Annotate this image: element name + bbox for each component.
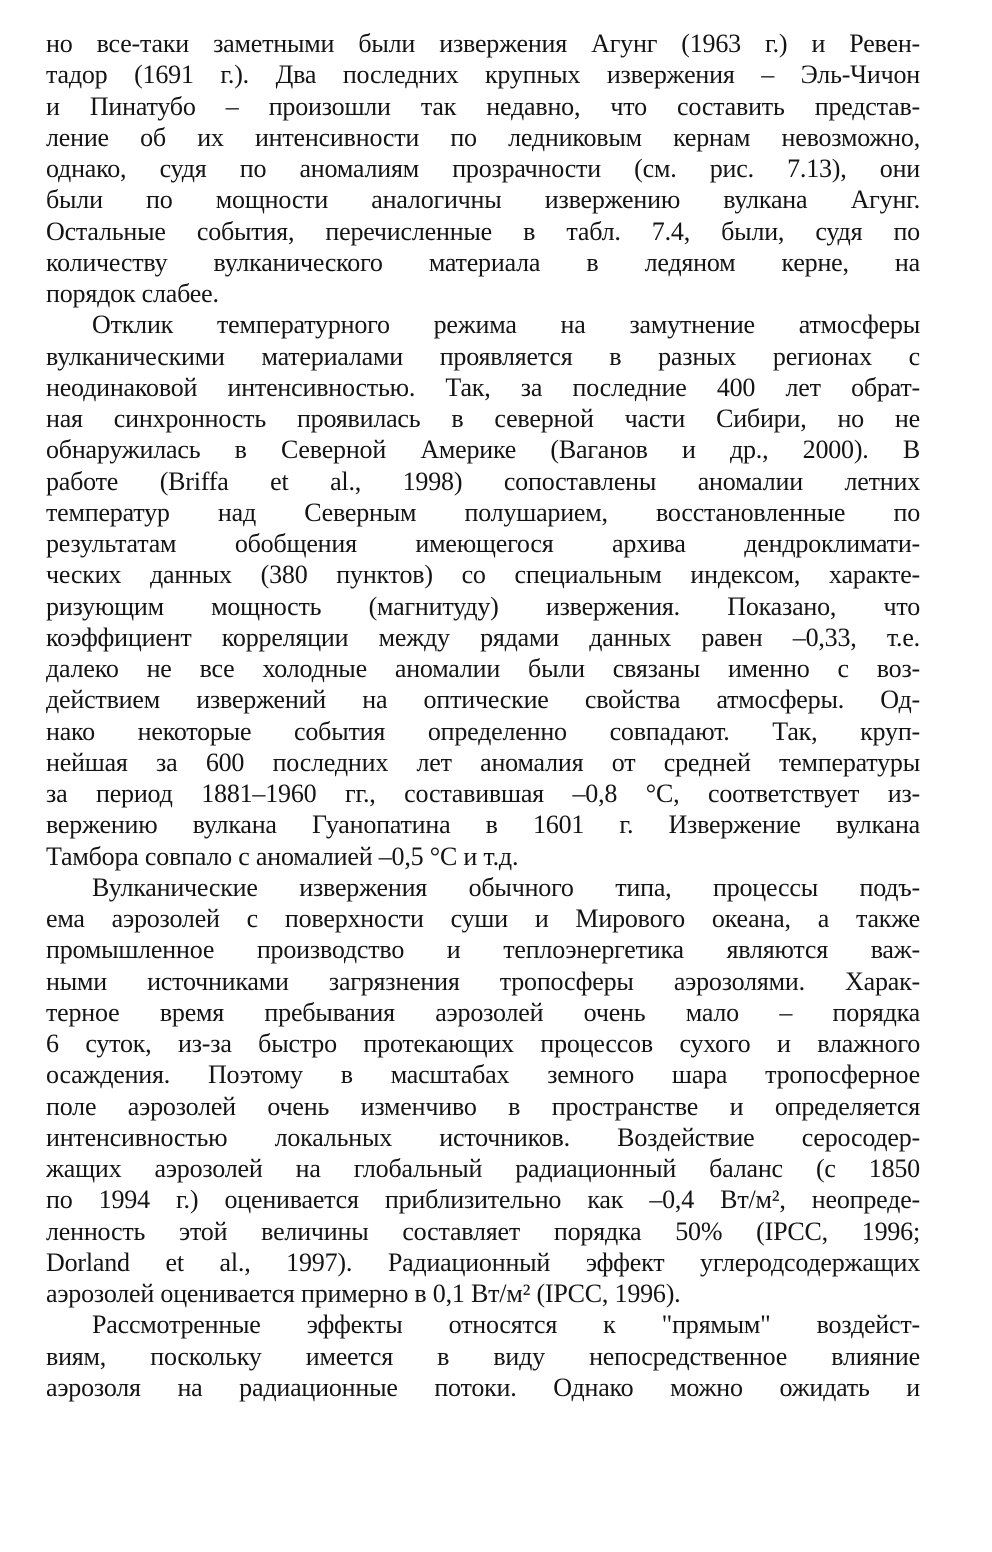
text-line: аэрозоля на радиационные потоки. Однако можно ожидать и — [46, 1372, 920, 1402]
paragraph-4 — [46, 1309, 920, 1403]
text-line: ческих данных (380 пунктов) со специальным индексом, характе- — [46, 560, 920, 590]
text-line: жащих аэрозолей на глобальный радиационный баланс (с 1850 — [46, 1154, 920, 1183]
text-line: коэффициент корреляции между рядами данных равен –0,33, т.е. — [46, 622, 920, 652]
text-line: ема аэрозолей с поверхности суши и Мирового океана, а также — [46, 904, 920, 933]
text-line: вулканическими материалами проявляется в разных регионах с — [46, 341, 920, 371]
text-line: нейшая за 600 последних лет аномалия от средней температуры — [46, 747, 920, 777]
text-line: неодинаковой интенсивностью. Так, за последние 400 лет обрат- — [46, 372, 920, 402]
text-line: Вулканические извержения обычного типа, процессы подъ- — [92, 872, 920, 902]
text-line: Dorland et al., 1997). Радиационный эффект углеродсодержащих — [46, 1247, 920, 1277]
text-line: терное время пребывания аэрозолей очень мало – порядка — [46, 997, 920, 1027]
text-line: виям, поскольку имеется в виду непосредственное влияние — [46, 1341, 920, 1371]
text-line: ными источниками загрязнения тропосферы аэрозолями. Харак- — [46, 966, 920, 996]
text-line: аэрозолей оценивается примерно в 0,1 Вт/м² (IPCC, 1996). — [46, 1279, 681, 1308]
text-line: действием извержений на оптические свойства атмосферы. Од- — [46, 685, 920, 715]
text-line: поле аэрозолей очень изменчиво в пространстве и определяется — [46, 1091, 920, 1121]
text-line: ризующим мощность (магнитуду) извержения. Показано, что — [46, 591, 920, 621]
paragraph-3 — [46, 872, 920, 1310]
text-line: нако некоторые события определенно совпадают. Так, круп- — [46, 716, 920, 746]
text-line: Рассмотренные эффекты относятся к "прямым" воздейст- — [92, 1310, 920, 1340]
text-line: температур над Северным полушарием, восстановленные по — [46, 497, 920, 527]
paragraph-2 — [46, 309, 920, 872]
text-line: интенсивностью локальных источников. Воздействие серосодер- — [46, 1122, 920, 1152]
text-line: работе (Briffa et al., 1998) сопоставлены аномалии летних — [46, 466, 920, 496]
text-line: но все-таки заметными были извержения Агунг (1963 г.) и Ревен- — [46, 29, 920, 58]
text-line: результатам обобщения имеющегося архива дендроклимати- — [46, 529, 920, 558]
text-line: Остальные события, перечисленные в табл. 7.4, были, судя по — [46, 216, 920, 246]
text-line: осаждения. Поэтому в масштабах земного шара тропосферное — [46, 1060, 920, 1090]
paragraph-1 — [46, 28, 920, 309]
text-line: тадор (1691 г.). Два последних крупных извержения – Эль-Чичон — [46, 60, 920, 90]
text-line: количеству вулканического материала в ледяном керне, на — [46, 247, 920, 277]
text-line: ленность этой величины составляет порядка 50% (IPCC, 1996; — [46, 1216, 920, 1246]
text-line: далеко не все холодные аномалии были связаны именно с воз- — [46, 654, 920, 683]
text-line: промышленное производство и теплоэнергетика являются важ- — [46, 935, 920, 965]
text-line: порядок слабее. — [46, 279, 219, 308]
text-line: за период 1881–1960 гг., составившая –0,8 °С, соответствует из- — [46, 779, 920, 808]
text-line: вержению вулкана Гуанопатина в 1601 г. Извержение вулкана — [46, 810, 920, 840]
text-line: и Пинатубо – произошли так недавно, что составить представ- — [46, 91, 920, 121]
text-line: ная синхронность проявилась в северной части Сибири, но не — [46, 404, 920, 433]
text-line: 6 суток, из-за быстро протекающих процессов сухого и влажного — [46, 1029, 920, 1058]
text-line: Отклик температурного режима на замутнение атмосферы — [92, 310, 920, 340]
text-line: однако, судя по аномалиям прозрачности (см. рис. 7.13), они — [46, 154, 920, 183]
text-line: Тамбора совпало с аномалией –0,5 °С и т.д. — [46, 841, 519, 871]
document-page — [46, 28, 920, 1403]
text-line: обнаружилась в Северной Америке (Ваганов и др., 2000). В — [46, 435, 920, 465]
text-line: были по мощности аналогичны извержению вулкана Агунг. — [46, 185, 920, 215]
text-line: ление об их интенсивности по ледниковым кернам невозможно, — [46, 122, 920, 152]
text-line: по 1994 г.) оценивается приблизительно как –0,4 Вт/м², неопреде- — [46, 1185, 920, 1215]
